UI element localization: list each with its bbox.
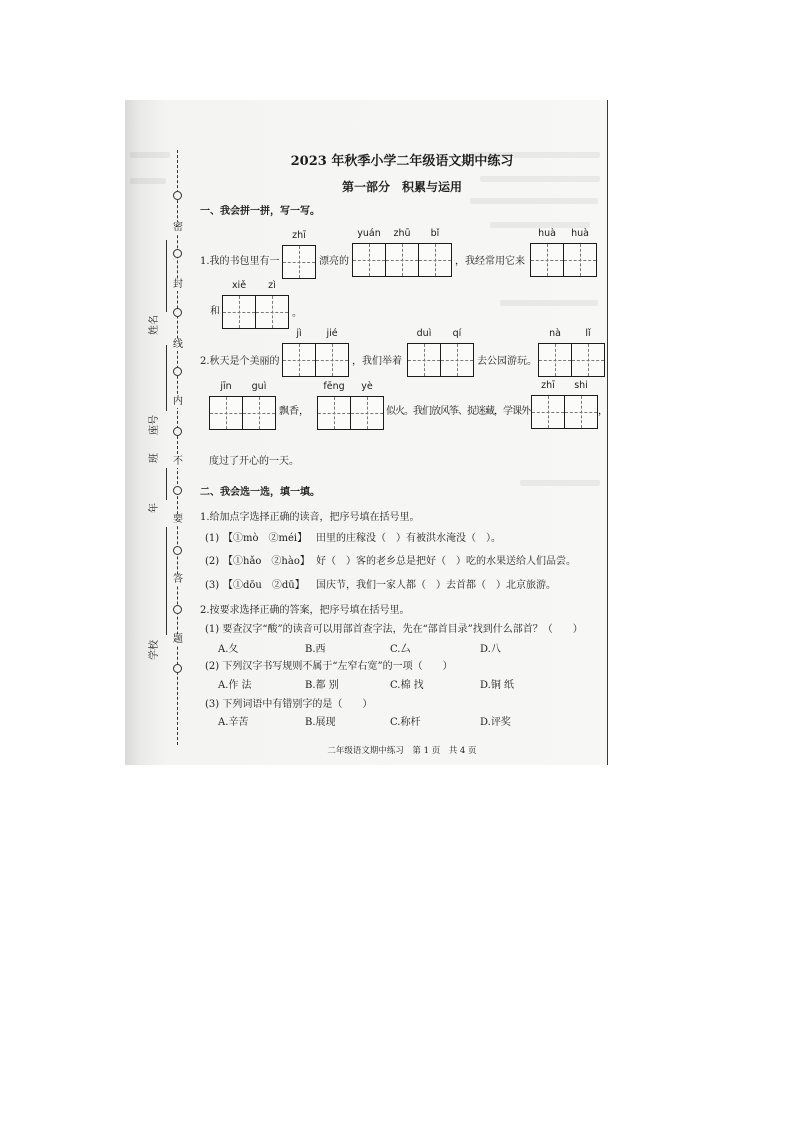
- pinyin-label: shi: [574, 380, 588, 391]
- pinyin-label: xiě: [231, 280, 247, 291]
- q1-text-2: 漂亮的: [319, 256, 349, 267]
- tianzige-cell: [407, 328, 441, 377]
- pinyin-label: jì: [296, 328, 302, 339]
- q2-text-2: ，我们举着: [352, 356, 402, 367]
- choice-q1-item-number: (1): [205, 533, 220, 544]
- binding-circle: [173, 191, 182, 200]
- bleed-through-mark: [470, 198, 598, 204]
- pinyin-label: jié: [326, 328, 338, 339]
- section-heading-2: 二、我会选一选，填一填。: [200, 487, 320, 498]
- field-label-school: 学校: [149, 640, 160, 660]
- tianzige-cell: [571, 328, 605, 377]
- pinyin-label: zhū: [393, 228, 411, 239]
- choice-q2-question: (3) 下列词语中有错别字的是（ ）: [205, 699, 373, 710]
- field-blank-line: [166, 345, 167, 411]
- binding-circle: [173, 546, 182, 555]
- binding-seal-line: [177, 150, 178, 745]
- tianzige-yuan-zhu-bi: [352, 228, 452, 277]
- tianzige-cell: [350, 381, 384, 430]
- choice-option: C.棉 找: [390, 680, 424, 691]
- field-blank-line: [166, 240, 167, 312]
- q2-text-4: 飘香，: [279, 406, 309, 417]
- tianzige-cell: [282, 328, 316, 377]
- q2-text-6: ，: [598, 406, 608, 417]
- choice-q2-question: (1) 要查汉字“酸”的读音可以用部首查字法，先在“部首目录”找到什么部首？（ ）: [205, 624, 583, 635]
- choice-q1-instruction: 1.给加点字选择正确的读音，把序号填在括号里。: [200, 512, 420, 523]
- tianzige-dui-qi: [407, 328, 474, 377]
- pinyin-label: jīn: [220, 381, 232, 392]
- choice-q1-item-number: (2): [205, 556, 220, 567]
- field-label-grade: 年: [149, 503, 160, 513]
- choice-option: B.展现: [305, 717, 336, 728]
- pinyin-label: zhī: [292, 230, 306, 241]
- tianzige-cell: [242, 381, 276, 430]
- tianzige-cell: [255, 280, 289, 329]
- exam-title: 2023 年秋季小学二年级语文期中练习: [290, 154, 514, 169]
- field-label-seat: 座号: [149, 415, 160, 435]
- binding-circle: [173, 249, 182, 258]
- q2-text-7: 度过了开心的一天。: [209, 456, 299, 467]
- seal-char: 封: [173, 279, 183, 290]
- tianzige-cell: [317, 381, 351, 430]
- pinyin-label: zì: [268, 280, 276, 291]
- tianzige-zhi-shi: [531, 380, 598, 429]
- seal-char: 要: [173, 514, 183, 525]
- choice-option: A.作 法: [218, 680, 252, 691]
- bleed-through-mark: [130, 178, 166, 184]
- page-footer: 二年级语文期中练习 第 1 页 共 4 页: [327, 746, 477, 756]
- q1-text-3: ，我经常用它来: [455, 256, 525, 267]
- seal-char: 密: [173, 222, 183, 233]
- q1-text-end: 。: [292, 308, 302, 319]
- seal-char: 答: [173, 574, 183, 585]
- choice-option: C.称杆: [390, 717, 421, 728]
- tianzige-feng-ye: [317, 381, 384, 430]
- bleed-through-mark: [500, 300, 598, 306]
- choice-q1-item-sentence: 好（ ）客的老乡总是把好（ ）吃的水果送给人们品尝。: [316, 556, 576, 567]
- seal-char: 内: [173, 396, 183, 407]
- pinyin-label: duì: [416, 328, 432, 339]
- pinyin-label: zhī: [541, 380, 555, 391]
- tianzige-hua-hua: [530, 228, 597, 277]
- pinyin-label: huà: [538, 228, 556, 239]
- choice-q1-item-number: (3): [205, 580, 220, 591]
- pinyin-label: guì: [251, 381, 267, 392]
- pinyin-label: qí: [452, 328, 462, 339]
- tianzige-cell: [418, 228, 452, 277]
- seal-char: 题: [173, 634, 183, 645]
- binding-circle: [173, 605, 182, 614]
- choice-q1-item-sentence: 国庆节，我们一家人都（ ）去首都（ ）北京旅游。: [316, 580, 556, 591]
- q1-text-lead: 1.我的书包里有一: [200, 256, 280, 267]
- choice-q1-item-sentence: 田里的庄稼没（ ）有被洪水淹没（ ）。: [316, 533, 501, 544]
- tianzige-xie-zi: [222, 280, 289, 329]
- tianzige-cell: [385, 228, 419, 277]
- bleed-through-mark: [130, 152, 170, 158]
- binding-circle: [173, 664, 182, 673]
- choice-option: C.厶: [390, 644, 411, 655]
- field-label-name: 姓名: [149, 315, 160, 335]
- q2-text-5: 似火。我们放风筝、捉迷藏，学课外: [386, 406, 530, 417]
- field-blank-line: [166, 468, 167, 500]
- pinyin-label: lǐ: [585, 328, 591, 339]
- q1-text-4: 和: [210, 306, 220, 317]
- pinyin-label: fēng: [323, 381, 345, 392]
- pinyin-label: yè: [361, 381, 373, 392]
- choice-option: D.八: [480, 644, 501, 655]
- tianzige-cell: [282, 230, 316, 279]
- tianzige-cell: [315, 328, 349, 377]
- q2-text-3: 去公园游玩。: [477, 356, 537, 367]
- section-heading-1: 一、我会拼一拼，写一写。: [200, 206, 320, 217]
- pinyin-label: yuán: [357, 228, 381, 239]
- tianzige-cell: [530, 228, 564, 277]
- choice-q2-instruction: 2.按要求选择正确的答案，把序号填在括号里。: [200, 605, 410, 616]
- choice-option: D.评奖: [480, 717, 511, 728]
- choice-option: B.西: [305, 644, 326, 655]
- tianzige-cell: [531, 380, 565, 429]
- tianzige-cell: [209, 381, 243, 430]
- choice-option: A.辛苦: [218, 717, 249, 728]
- choice-option: A.夂: [218, 644, 239, 655]
- choice-option: B.都 别: [305, 680, 339, 691]
- tianzige-cell: [564, 380, 598, 429]
- field-blank-line: [166, 527, 167, 635]
- binding-circle: [173, 308, 182, 317]
- tianzige-cell: [222, 280, 256, 329]
- pinyin-label: bǐ: [430, 228, 440, 239]
- choice-q1-item-options: 【①dōu ②dū】: [223, 580, 305, 591]
- tianzige-jin-gui: [209, 381, 276, 430]
- binding-circle: [173, 367, 182, 376]
- tianzige-cell: [538, 328, 572, 377]
- tianzige-cell: [352, 228, 386, 277]
- bleed-through-mark: [520, 480, 600, 486]
- choice-option: D.铜 纸: [480, 680, 515, 691]
- choice-q1-item-options: 【①hǎo ②hào】: [223, 556, 310, 567]
- pinyin-label: nà: [549, 328, 561, 339]
- binding-circle: [173, 486, 182, 495]
- tianzige-ji-jie: [282, 328, 349, 377]
- seal-char: 不: [173, 456, 183, 467]
- tianzige-cell: [440, 328, 474, 377]
- part-title: 第一部分 积累与运用: [341, 180, 462, 194]
- tianzige-na-li: [538, 328, 605, 377]
- tianzige-zhi: [282, 230, 316, 279]
- pinyin-label: huà: [571, 228, 589, 239]
- choice-q1-item-options: 【①mò ②méi】: [223, 533, 308, 544]
- choice-q2-question: (2) 下列汉字书写规则不属于“左窄右宽”的一项（ ）: [205, 661, 453, 672]
- binding-circle: [173, 427, 182, 436]
- seal-char: 线: [173, 339, 183, 350]
- q2-text-lead: 2.秋天是个美丽的: [200, 356, 280, 367]
- tianzige-cell: [563, 228, 597, 277]
- field-label-class: 班: [149, 453, 160, 463]
